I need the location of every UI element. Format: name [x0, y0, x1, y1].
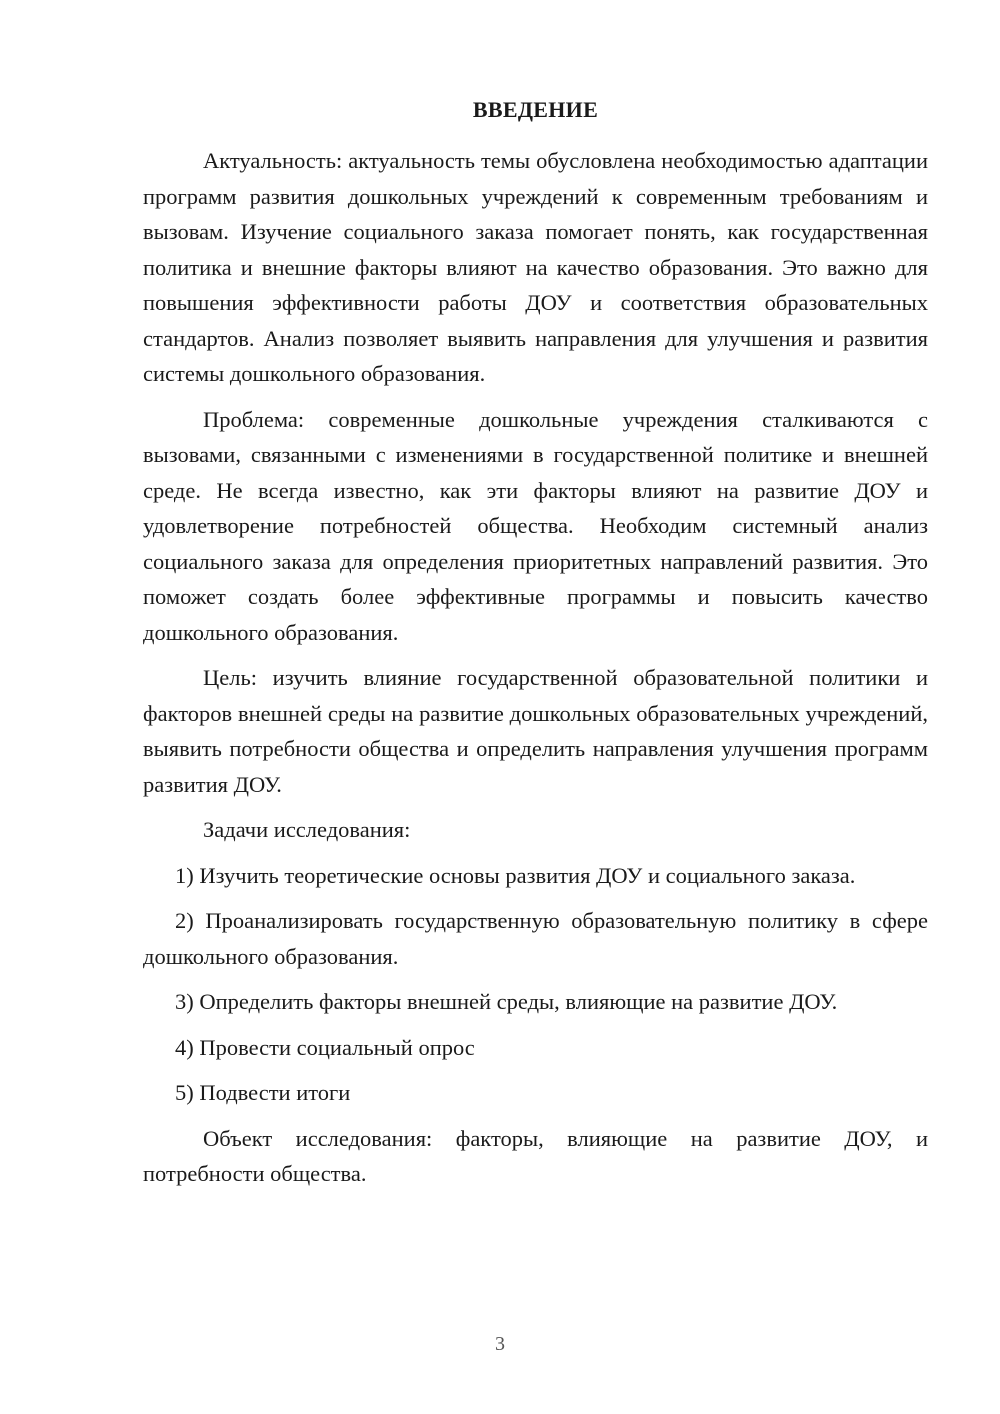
paragraph-goal: Цель: изучить влияние государственной образовательной политики и факторов внешней среды на развитие дошкольных образовательных учреждений, выявить потребности общества и определить направления улучшения программ развития ДОУ.: [143, 665, 928, 797]
tasks-list: [143, 858, 928, 1111]
paragraph-problem: Проблема: современные дошкольные учреждения сталкиваются с вызовами, связанными с изменениями в государственной политике и внешней среде. Не всегда известно, как эти факторы влияют на развитие ДОУ и удовлетворение потребностей общества. Необходим системный анализ социального заказа для определения приоритетных направлений развития. Это поможет создать более эффективные программы и повысить качество дошкольного образования.: [143, 406, 928, 645]
document-page: [143, 95, 928, 1202]
paragraph-relevance: Актуальность: актуальность темы обусловлена необходимостью адаптации программ развития дошкольных учреждений к современным требованиям и вызовам. Изучение социального заказа помогает понять, как государственная политика и внешние факторы влияют на качество образования. Это важно для повышения эффективности работы ДОУ и соответствия образовательных стандартов. Анализ позволяет выявить направления для улучшения и развития системы дошкольного образования.: [143, 148, 928, 386]
list-item: 2) Проанализировать государственную образовательную политику в сфере дошкольного образования.: [143, 908, 928, 969]
list-item: 5) Подвести итоги: [175, 1080, 351, 1105]
section-title: ВВЕДЕНИЕ: [472, 97, 599, 122]
paragraph-object: Объект исследования: факторы, влияющие на развитие ДОУ, и потребности общества.: [143, 1125, 928, 1186]
list-item: 1) Изучить теоретические основы развития ДОУ и социального заказа.: [175, 862, 856, 888]
list-item: 4) Провести социальный опрос: [175, 1034, 475, 1060]
list-item: 3) Определить факторы внешней среды, влияющие на развитие ДОУ.: [175, 989, 838, 1014]
page-number: 3: [495, 1333, 505, 1355]
tasks-heading: Задачи исследования:: [203, 817, 411, 842]
